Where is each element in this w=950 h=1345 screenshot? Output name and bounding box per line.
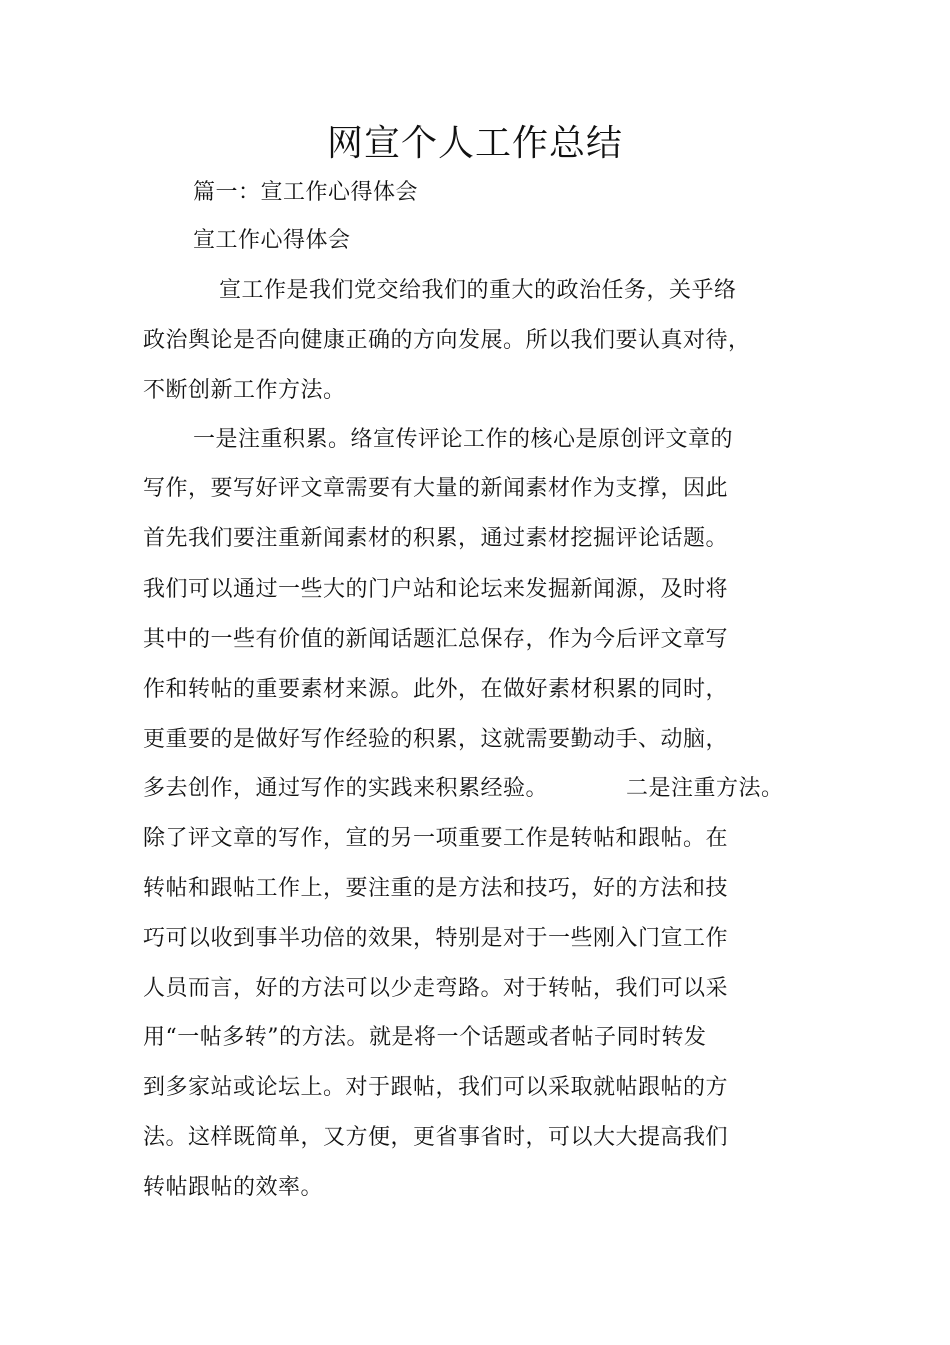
body-line: 人员而言，好的方法可以少走弯路。对于转帖，我们可以采 — [143, 976, 729, 1001]
body-line: 政治舆论是否向健康正确的方向发展。所以我们要认真对待， — [143, 328, 751, 353]
body-line: 首先我们要注重新闻素材的积累，通过素材挖掘评论话题。 — [143, 526, 729, 551]
body-line: 不断创新工作方法。 — [143, 378, 346, 403]
body-line: 转帖跟帖的效率。 — [143, 1175, 324, 1200]
body-line: 作和转帖的重要素材来源。此外，在做好素材积累的同时， — [143, 677, 729, 702]
body-line: 我们可以通过一些大的门户站和论坛来发掘新闻源，及时将 — [143, 577, 729, 602]
body-line-inline-heading: 二是注重方法。 — [626, 776, 784, 801]
body-line: 一是注重积累。络宣传评论工作的核心是原创评文章的 — [193, 427, 734, 452]
body-line: 巧可以收到事半功倍的效果，特别是对于一些刚入门宣工作 — [143, 926, 729, 951]
section-subtitle: 篇一：宣工作心得体会 — [193, 180, 419, 205]
body-line: 写作，要写好评文章需要有大量的新闻素材作为支撑，因此 — [143, 476, 729, 501]
document-title: 网宣个人工作总结 — [326, 123, 623, 164]
body-line: 到多家站或论坛上。对于跟帖，我们可以采取就帖跟帖的方 — [143, 1075, 729, 1100]
body-line: 其中的一些有价值的新闻话题汇总保存，作为今后评文章写 — [143, 627, 729, 652]
body-line: 转帖和跟帖工作上，要注重的是方法和技巧，好的方法和技 — [143, 876, 729, 901]
body-line: 法。这样既简单，又方便，更省事省时，可以大大提高我们 — [143, 1125, 729, 1150]
body-line: 宣工作是我们党交给我们的重大的政治任务，关乎络 — [219, 278, 737, 303]
body-line: 多去创作，通过写作的实践来积累经验。 — [143, 776, 549, 801]
body-line: 用“一帖多转”的方法。就是将一个话题或者帖子同时转发 — [143, 1025, 707, 1050]
section-heading: 宣工作心得体会 — [193, 228, 351, 253]
body-line: 除了评文章的写作，宣的另一项重要工作是转帖和跟帖。在 — [143, 826, 729, 851]
body-line: 更重要的是做好写作经验的积累，这就需要勤动手、动脑， — [143, 727, 729, 752]
